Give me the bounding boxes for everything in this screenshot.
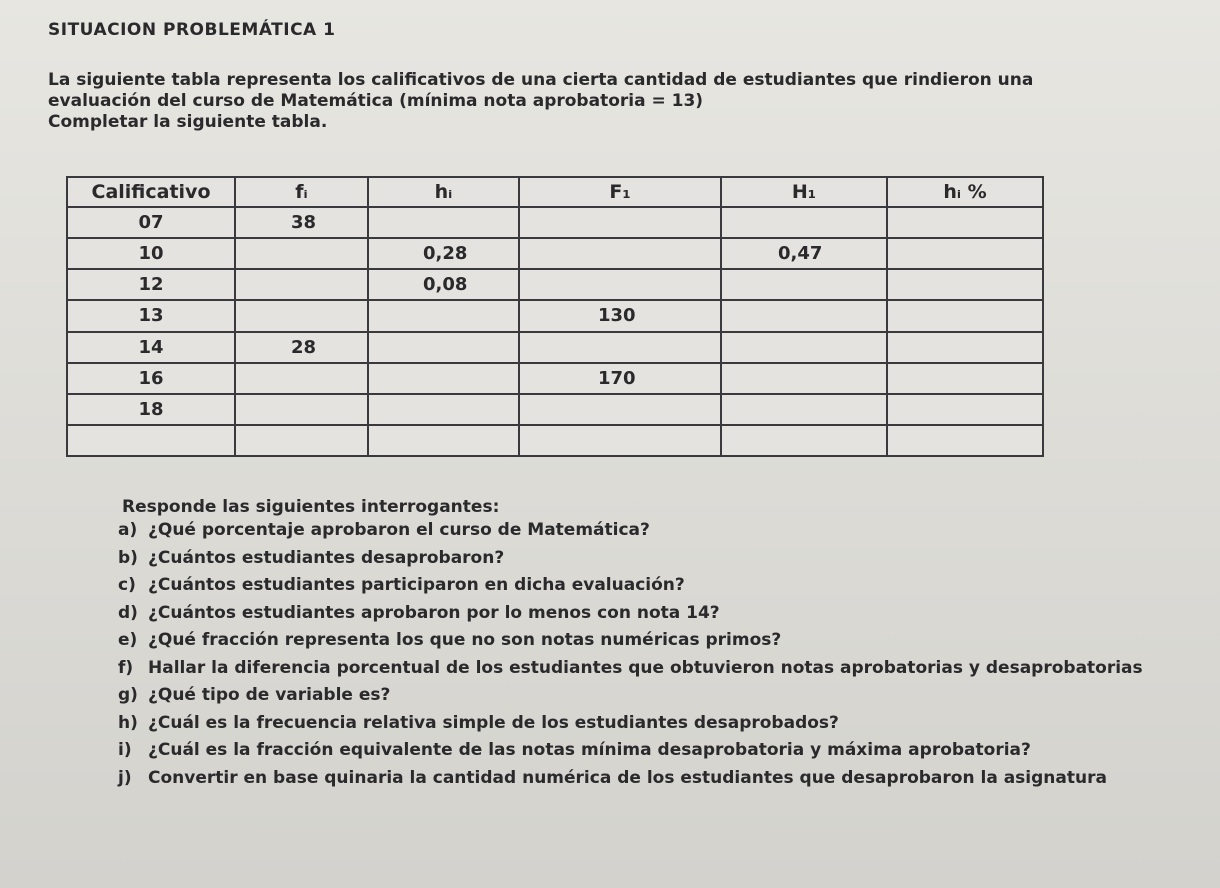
- table-cell: [519, 425, 721, 456]
- table-cell: 0,28: [368, 238, 519, 269]
- question-text: ¿Qué fracción representa los que no son notas numéricas primos?: [148, 630, 782, 650]
- table-cell: [368, 425, 519, 456]
- table-row: [67, 332, 1043, 363]
- table-cell: 170: [519, 363, 721, 394]
- table-cell: [235, 425, 368, 456]
- question-text: ¿Cuántos estudiantes participaron en dicha evaluación?: [148, 575, 685, 595]
- header-Hi: H₁: [721, 177, 887, 207]
- question-letter: a): [118, 520, 138, 540]
- header-fi: fᵢ: [235, 177, 368, 207]
- intro-line-1: La siguiente tabla representa los calificativos de una cierta cantidad de estudiantes que rindieron una: [48, 70, 1034, 90]
- question-item: [118, 575, 1210, 597]
- question-letter: d): [118, 602, 138, 623]
- table-cell: [721, 207, 887, 238]
- question-letter: c): [118, 575, 136, 595]
- table-cell: [887, 207, 1043, 238]
- question-text: ¿Cuál es la frecuencia relativa simple de los estudiantes desaprobados?: [148, 712, 839, 733]
- question-letter: h): [118, 712, 138, 733]
- question-letter: g): [118, 685, 138, 705]
- question-letter: i): [118, 740, 132, 760]
- table-cell: [235, 300, 368, 331]
- question-text: ¿Cuántos estudiantes aprobaron por lo menos con nota 14?: [148, 602, 720, 623]
- question-letter: j): [118, 767, 132, 788]
- table-cell: [887, 238, 1043, 269]
- question-item: [118, 630, 1210, 652]
- table-cell: [887, 363, 1043, 394]
- intro-line-3: Completar la siguiente tabla.: [48, 112, 328, 132]
- table-header-row: [67, 177, 1043, 207]
- table-cell: [721, 332, 887, 363]
- table-cell: [519, 207, 721, 238]
- table-cell: [235, 394, 368, 425]
- table-cell: 18: [67, 394, 235, 425]
- page-title: SITUACION PROBLEMÁTICA 1: [48, 20, 336, 40]
- question-item: [118, 520, 1210, 542]
- table-cell: [721, 425, 887, 456]
- question-text: ¿Qué porcentaje aprobaron el curso de Matemática?: [148, 520, 650, 540]
- table-cell: [368, 394, 519, 425]
- table-cell: [721, 363, 887, 394]
- intro-line-2: evaluación del curso de Matemática (mínima nota aprobatoria = 13): [48, 91, 704, 111]
- question-text: ¿Qué tipo de variable es?: [148, 685, 391, 705]
- table-cell: 07: [67, 207, 235, 238]
- question-letter: f): [118, 657, 134, 678]
- question-item: [118, 685, 1210, 707]
- table-cell: [887, 394, 1043, 425]
- table-cell: [67, 425, 235, 456]
- table-cell: 16: [67, 363, 235, 394]
- question-item: [118, 603, 1210, 625]
- question-item: [118, 713, 1210, 735]
- table-row: [67, 238, 1043, 269]
- header-calificativo: Calificativo: [67, 177, 235, 207]
- table-cell: [368, 207, 519, 238]
- header-Fi: F₁: [519, 177, 721, 207]
- table-cell: [235, 363, 368, 394]
- table-cell: 12: [67, 269, 235, 300]
- table-cell: 14: [67, 332, 235, 363]
- questions-heading: Responde las siguientes interrogantes:: [122, 497, 500, 517]
- header-hi: hᵢ: [368, 177, 519, 207]
- table-cell: [887, 425, 1043, 456]
- intro-paragraph: [48, 70, 1198, 133]
- table-cell: [519, 269, 721, 300]
- header-hi-percent: hᵢ %: [887, 177, 1043, 207]
- questions-list: [118, 520, 1210, 795]
- table-row: [67, 300, 1043, 331]
- question-text: Hallar la diferencia porcentual de los estudiantes que obtuvieron notas aprobatorias y desaprobatorias: [148, 657, 1143, 678]
- table-cell: 13: [67, 300, 235, 331]
- table-cell: [887, 300, 1043, 331]
- table-cell: [721, 394, 887, 425]
- question-text: Convertir en base quinaria la cantidad numérica de los estudiantes que desaprobaron la asignatura: [148, 767, 1107, 788]
- table-cell: [887, 269, 1043, 300]
- table-row: [67, 207, 1043, 238]
- table-cell: 130: [519, 300, 721, 331]
- question-item: [118, 658, 1210, 680]
- table-cell: 28: [235, 332, 368, 363]
- table-cell: 10: [67, 238, 235, 269]
- table-row: [67, 394, 1043, 425]
- table-cell: [519, 394, 721, 425]
- question-letter: b): [118, 547, 138, 568]
- table-row: [67, 269, 1043, 300]
- table-row: [67, 425, 1043, 456]
- table-cell: [235, 238, 368, 269]
- question-item: [118, 548, 1210, 570]
- table-cell: 0,08: [368, 269, 519, 300]
- table-body: [67, 207, 1043, 456]
- table-cell: 38: [235, 207, 368, 238]
- table-cell: [721, 300, 887, 331]
- question-letter: e): [118, 630, 138, 650]
- table-cell: [887, 332, 1043, 363]
- table-cell: [235, 269, 368, 300]
- question-item: [118, 768, 1210, 790]
- table-cell: [519, 238, 721, 269]
- table-cell: [368, 300, 519, 331]
- table-cell: 0,47: [721, 238, 887, 269]
- table-cell: [368, 363, 519, 394]
- frequency-table: [66, 176, 1044, 457]
- question-item: [118, 740, 1210, 762]
- question-text: ¿Cuántos estudiantes desaprobaron?: [148, 547, 505, 568]
- table-cell: [721, 269, 887, 300]
- table-cell: [368, 332, 519, 363]
- question-text: ¿Cuál es la fracción equivalente de las notas mínima desaprobatoria y máxima aprobatoria?: [148, 740, 1031, 760]
- table-row: [67, 363, 1043, 394]
- table-cell: [519, 332, 721, 363]
